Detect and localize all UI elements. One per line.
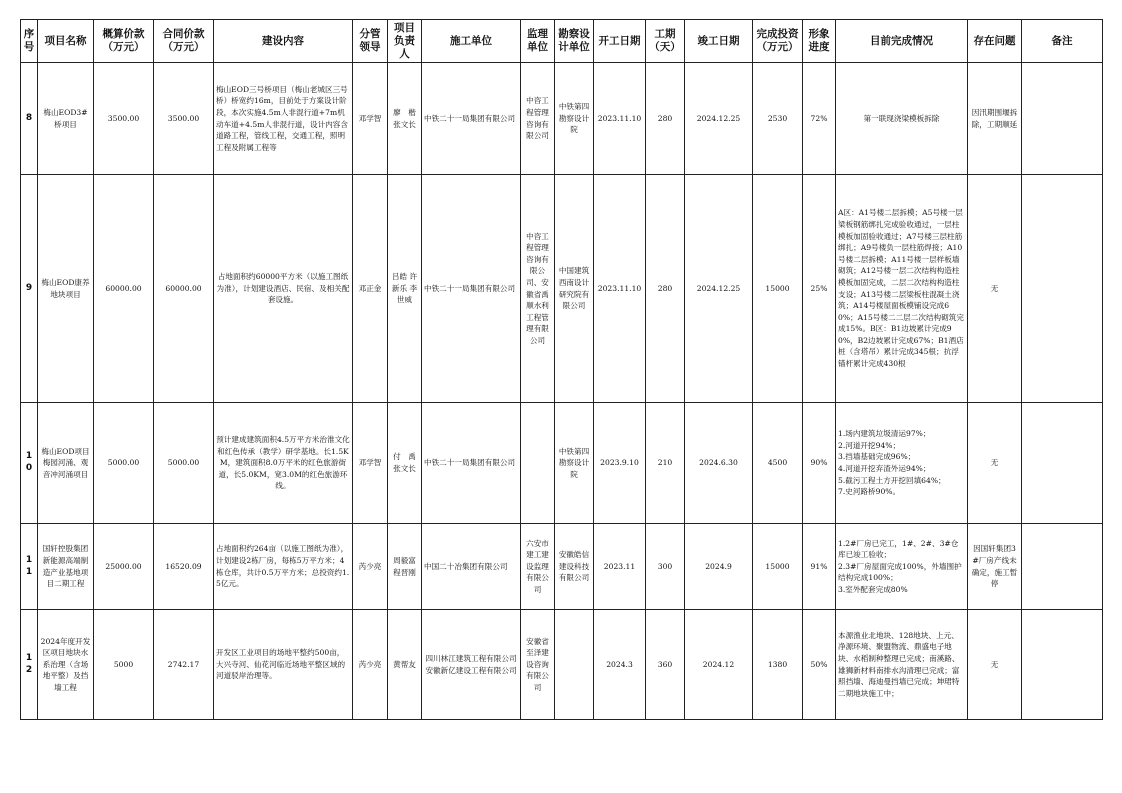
cell-content: 占地面积约60000平方米（以施工图纸为准），计划建设酒店、民宿、及相关配套设施。	[214, 175, 353, 403]
table-row	[21, 403, 1103, 524]
cell-contract: 2742.17	[154, 610, 214, 720]
cell-contract: 5000.00	[154, 403, 214, 524]
cell-budget: 60000.00	[94, 175, 154, 403]
cell-invest: 4500	[753, 403, 803, 524]
cell-end: 2024.9	[685, 524, 753, 610]
cell-leader: 芮少亮	[353, 524, 388, 610]
header-name: 项目名称	[38, 20, 94, 63]
cell-invest: 15000	[753, 524, 803, 610]
header-leader: 分管领导	[353, 20, 388, 63]
cell-builder: 中铁二十一局集团有限公司	[422, 403, 521, 524]
builder-line: 安徽新亿建设工程有限公司	[425, 665, 517, 675]
cell-note	[1022, 403, 1103, 524]
cell-issue: 因国轩集团3#厂房产线未确定，施工暂停	[968, 524, 1022, 610]
cell-leader: 邓正金	[353, 175, 388, 403]
cell-content: 占地面积约264亩（以施工图纸为准），计划建设2栋厂房，每栋5万平方米；4栋仓库，共计0.5万平方米；总投资约1.5亿元。	[214, 524, 353, 610]
header-invest: 完成投资（万元）	[753, 20, 803, 63]
cell-note	[1022, 610, 1103, 720]
cell-invest: 1380	[753, 610, 803, 720]
cell-status	[836, 403, 968, 524]
cell-supervisor: 安徽省至泽建设咨询有限公司	[521, 610, 555, 720]
cell-days: 210	[646, 403, 685, 524]
status-line: 5.截污工程土方开挖回填64%；	[838, 475, 946, 485]
cell-supervisor: 中咨工程管理咨询有限公司、安徽省禹顺水利工程管理有限公司	[521, 175, 555, 403]
cell-designer: 中国建筑西南设计研究院有限公司	[555, 175, 594, 403]
cell-status: A区：A1号楼二层拆模；A5号楼一层梁板钢筋绑扎完成验收通过，一层柱模板加固验收通过；A7号楼三层柱筋绑扎；A9号楼负一层柱筋焊接；A10号楼二层拆模；A11号楼一层样板墙砌筑；A12号楼一层二次结构构造柱模板加固完成，二层二次结构构造柱支设；A13号楼二层梁板柱混凝土浇筑；A14号楼屋面板模铺设完成60%；A15号楼二二层二次结构砌筑完成15%。B区：B1边坡累计完成90%，B2边坡累计完成67%；B1酒店桩（含塔吊）累计完成345根；抗浮锚杆累计完成430根	[836, 175, 968, 403]
cell-seq: 10	[21, 403, 38, 524]
cell-days: 280	[646, 175, 685, 403]
cell-builder: 中铁二十一局集团有限公司	[422, 63, 521, 175]
cell-days: 280	[646, 63, 685, 175]
cell-name: 梅山EOD项目梅园河涌、观音冲河涌项目	[38, 403, 94, 524]
cell-seq: 12	[21, 610, 38, 720]
cell-name: 2024年度开发区项目地块水系治理（含场地平整）及挡墙工程	[38, 610, 94, 720]
cell-start: 2024.3	[594, 610, 646, 720]
cell-designer: 安徽皓信建设科技有限公司	[555, 524, 594, 610]
cell-note	[1022, 63, 1103, 175]
cell-status: 第一联现浇梁模板拆除	[836, 63, 968, 175]
table-row	[21, 524, 1103, 610]
cell-budget: 3500.00	[94, 63, 154, 175]
cell-name: 国轩控股集团新能源高端制造产业基地项目二期工程	[38, 524, 94, 610]
header-row	[21, 20, 1103, 63]
cell-invest: 2530	[753, 63, 803, 175]
header-builder: 施工单位	[422, 20, 521, 63]
cell-supervisor: 中咨工程管理咨询有限公司	[521, 63, 555, 175]
table-row	[21, 63, 1103, 175]
cell-status	[836, 524, 968, 610]
cell-progress: 91%	[803, 524, 836, 610]
cell-builder: 中国二十冶集团有限公司	[422, 524, 521, 610]
cell-content: 梅山EOD三号桥项目（梅山老城区三号桥）桥宽约16m，目前处于方案设计阶段，本次实施4.5m人非混行道+7m机动车道+4.5m人非混行道，设计内容含道路工程，管线工程，交通工程，照明工程及附属工程等	[214, 63, 353, 175]
header-days: 工期（天）	[646, 20, 685, 63]
header-progress: 形象进度	[803, 20, 836, 63]
cell-note	[1022, 175, 1103, 403]
project-progress-table	[20, 19, 1103, 720]
cell-designer: 中铁第四勘察设计院	[555, 403, 594, 524]
cell-leader: 芮少亮	[353, 610, 388, 720]
cell-seq: 8	[21, 63, 38, 175]
cell-issue: 无	[968, 175, 1022, 403]
cell-start: 2023.9.10	[594, 403, 646, 524]
cell-seq: 9	[21, 175, 38, 403]
cell-end: 2024.12.25	[685, 63, 753, 175]
cell-progress: 25%	[803, 175, 836, 403]
header-status: 目前完成情况	[836, 20, 968, 63]
cell-name: 梅山EOD康养地块项目	[38, 175, 94, 403]
cell-days: 300	[646, 524, 685, 610]
cell-pm: 付 禹 张文长	[388, 403, 422, 524]
header-seq: 序号	[21, 20, 38, 63]
status-line: 2.3#厂房屋面完成100%，外墙围护结构完成100%；	[838, 561, 962, 583]
cell-contract: 60000.00	[154, 175, 214, 403]
header-budget: 概算价款（万元）	[94, 20, 154, 63]
cell-progress: 50%	[803, 610, 836, 720]
cell-content: 预计建成建筑面积4.5万平方米治淮文化和红色传承（教学）研学基地。长1.5KM，建筑面积8.0万平米的红色旅游街道，长5.0KM，宽3.0M的红色旅游环线。	[214, 403, 353, 524]
header-designer: 勘察设计单位	[555, 20, 594, 63]
cell-builder	[422, 610, 521, 720]
cell-budget: 5000	[94, 610, 154, 720]
cell-pm: 黄帮友	[388, 610, 422, 720]
cell-budget: 25000.00	[94, 524, 154, 610]
cell-builder: 中铁二十一局集团有限公司	[422, 175, 521, 403]
status-line: 1.场内建筑垃圾清运97%；	[838, 429, 931, 439]
cell-content: 开发区工业项目的场地平整约500亩，大兴寺河、仙花河临近场地平整区域的河道驳岸治理等。	[214, 610, 353, 720]
cell-designer	[555, 610, 594, 720]
cell-issue: 无	[968, 610, 1022, 720]
cell-start: 2023.11.10	[594, 175, 646, 403]
header-supervisor: 监理单位	[521, 20, 555, 63]
cell-progress: 72%	[803, 63, 836, 175]
cell-end: 2024.6.30	[685, 403, 753, 524]
cell-contract: 16520.09	[154, 524, 214, 610]
header-contract: 合同价款（万元）	[154, 20, 214, 63]
status-line: 1.2#厂房已完工，1#、2#、3#仓库已竣工验收；	[838, 538, 959, 560]
builder-line: 四川林江建筑工程有限公司	[425, 653, 517, 663]
cell-status: 本源渔业北地块、128地块、上元、净源环境、聚盟物流、鼎盛电子地块、水稻制种整理已完成；南溪路、雄狮新材料南排水沟清理已完成；富照挡墙、海迪曼挡墙已完成；坤珺特二期地块施工中；	[836, 610, 968, 720]
cell-designer: 中铁第四勘察设计院	[555, 63, 594, 175]
project-table-sheet	[20, 19, 1103, 720]
cell-pm: 吕皓 许新乐 李世威	[388, 175, 422, 403]
header-pm: 项目负责人	[388, 20, 422, 63]
cell-budget: 5000.00	[94, 403, 154, 524]
cell-days: 360	[646, 610, 685, 720]
header-content: 建设内容	[214, 20, 353, 63]
table-row	[21, 175, 1103, 403]
cell-seq: 11	[21, 524, 38, 610]
status-line: 3.挡墙基础完成96%；	[838, 452, 916, 462]
cell-start: 2023.11.10	[594, 63, 646, 175]
cell-issue: 无	[968, 403, 1022, 524]
header-note: 备注	[1022, 20, 1103, 63]
cell-leader: 邓学智	[353, 63, 388, 175]
cell-end: 2024.12	[685, 610, 753, 720]
cell-note	[1022, 524, 1103, 610]
cell-invest: 15000	[753, 175, 803, 403]
cell-leader: 邓学智	[353, 403, 388, 524]
cell-name: 梅山EOD3#桥项目	[38, 63, 94, 175]
cell-supervisor: 六安市建工建设监理有限公司	[521, 524, 555, 610]
header-start: 开工日期	[594, 20, 646, 63]
header-end: 竣工日期	[685, 20, 753, 63]
cell-progress: 90%	[803, 403, 836, 524]
cell-start: 2023.11	[594, 524, 646, 610]
status-line: 3.室外配套完成80%	[838, 584, 908, 594]
cell-issue: 因汛期围堰拆除，工期顺延	[968, 63, 1022, 175]
cell-end: 2024.12.25	[685, 175, 753, 403]
cell-pm: 周毅富 程晋刚	[388, 524, 422, 610]
status-line: 7.史河路桥90%。	[838, 487, 901, 497]
status-line: 4.河道开挖弃渣外运94%；	[838, 464, 931, 473]
status-line: 2.河道开挖94%；	[838, 440, 901, 450]
table-row	[21, 610, 1103, 720]
cell-pm: 廖 楷 张文长	[388, 63, 422, 175]
cell-contract: 3500.00	[154, 63, 214, 175]
header-issue: 存在问题	[968, 20, 1022, 63]
cell-supervisor	[521, 403, 555, 524]
